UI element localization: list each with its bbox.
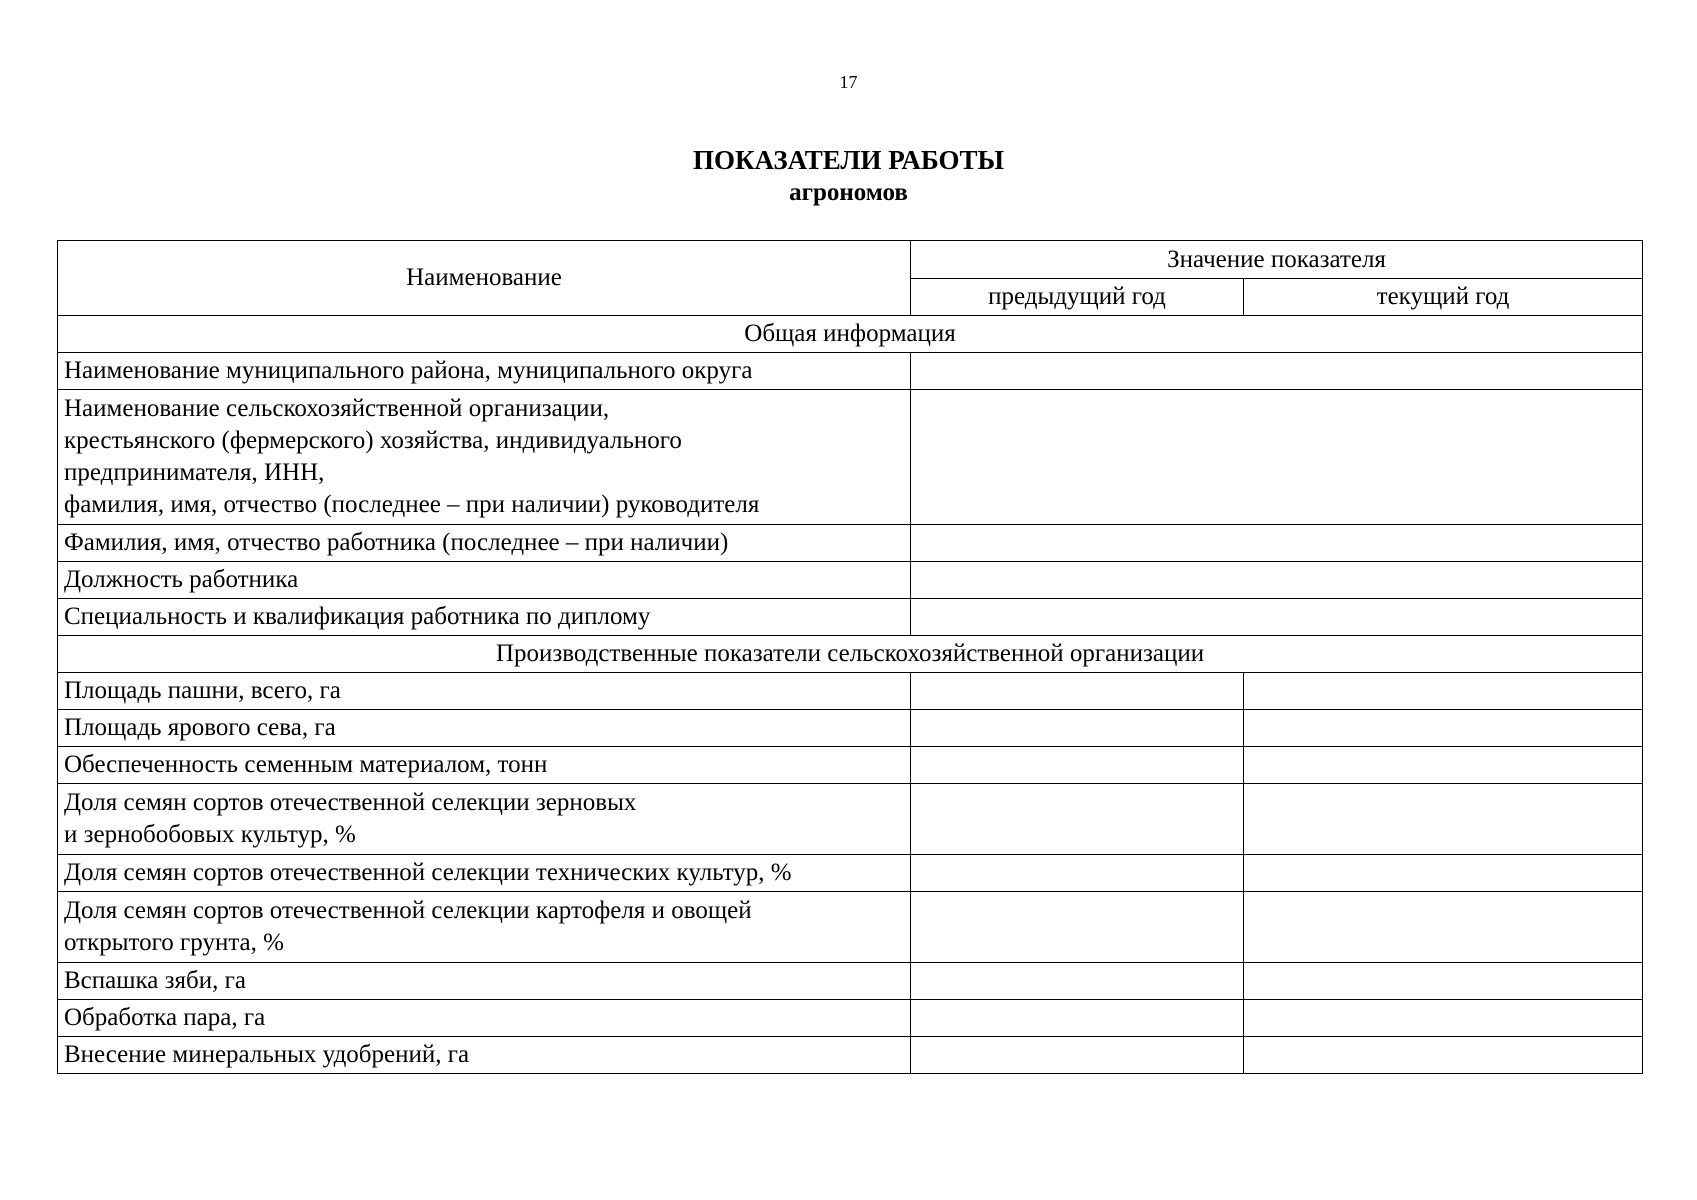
row-label-line: предпринимателя, ИНН, bbox=[64, 459, 325, 486]
current-year-cell[interactable] bbox=[1244, 747, 1643, 784]
indicators-table bbox=[57, 240, 1643, 1074]
prev-year-cell[interactable] bbox=[911, 963, 1244, 1000]
current-year-cell[interactable] bbox=[1244, 855, 1643, 892]
prev-year-cell[interactable] bbox=[911, 673, 1244, 710]
row-label bbox=[58, 525, 911, 562]
row-label bbox=[58, 353, 911, 390]
row-label-line: Специальность и квалификация работника по диплому bbox=[64, 603, 651, 630]
row-label-line: Должность работника bbox=[64, 566, 299, 593]
row-label bbox=[58, 673, 911, 710]
row-label bbox=[58, 390, 911, 525]
table-row bbox=[58, 747, 1643, 784]
current-year-cell[interactable] bbox=[1244, 963, 1643, 1000]
table-row bbox=[58, 892, 1643, 963]
header-current-year: текущий год bbox=[1244, 279, 1643, 316]
table-row bbox=[58, 353, 1643, 390]
row-label-line: Доля семян сортов отечественной селекции зерновых bbox=[64, 789, 637, 816]
header-prev-year: предыдущий год bbox=[911, 279, 1244, 316]
row-label-line: Обработка пара, га bbox=[64, 1004, 266, 1031]
page-title: ПОКАЗАТЕЛИ РАБОТЫ bbox=[692, 145, 1005, 175]
row-label-line: Внесение минеральных удобрений, га bbox=[64, 1041, 470, 1068]
value-cell[interactable] bbox=[911, 353, 1643, 390]
current-year-cell[interactable] bbox=[1244, 673, 1643, 710]
current-year-cell[interactable] bbox=[1244, 1000, 1643, 1037]
value-cell[interactable] bbox=[911, 525, 1643, 562]
current-year-cell[interactable] bbox=[1244, 1037, 1643, 1074]
table-row bbox=[58, 855, 1643, 892]
table-row bbox=[58, 390, 1643, 525]
page-subtitle: агрономов bbox=[789, 179, 908, 206]
section-general-heading: Общая информация bbox=[58, 316, 1643, 353]
section-production-heading: Производственные показатели сельскохозяйственной организации bbox=[58, 636, 1643, 673]
prev-year-cell[interactable] bbox=[911, 1037, 1244, 1074]
current-year-cell[interactable] bbox=[1244, 784, 1643, 855]
header-name: Наименование bbox=[58, 241, 911, 316]
row-label-line: фамилия, имя, отчество (последнее – при наличии) руководителя bbox=[64, 491, 760, 518]
table-row bbox=[58, 784, 1643, 855]
row-label-line: открытого грунта, % bbox=[64, 929, 284, 956]
prev-year-cell[interactable] bbox=[911, 747, 1244, 784]
current-year-cell[interactable] bbox=[1244, 710, 1643, 747]
current-year-cell[interactable] bbox=[1244, 892, 1643, 963]
row-label-line: Фамилия, имя, отчество работника (последнее – при наличии) bbox=[64, 529, 729, 556]
row-label-line: Доля семян сортов отечественной селекции картофеля и овощей bbox=[64, 897, 752, 924]
table-row bbox=[58, 710, 1643, 747]
value-cell[interactable] bbox=[911, 390, 1643, 525]
row-label-line: и зернобобовых культур, % bbox=[64, 821, 356, 848]
table-row bbox=[58, 1000, 1643, 1037]
prev-year-cell[interactable] bbox=[911, 1000, 1244, 1037]
row-label-line: крестьянского (фермерского) хозяйства, индивидуального bbox=[64, 427, 682, 454]
row-label bbox=[58, 710, 911, 747]
row-label bbox=[58, 747, 911, 784]
row-label-line: Доля семян сортов отечественной селекции технических культур, % bbox=[64, 859, 792, 886]
prev-year-cell[interactable] bbox=[911, 892, 1244, 963]
prev-year-cell[interactable] bbox=[911, 710, 1244, 747]
row-label bbox=[58, 562, 911, 599]
header-value-group: Значение показателя bbox=[911, 241, 1643, 279]
table-row bbox=[58, 525, 1643, 562]
row-label bbox=[58, 892, 911, 963]
row-label-line: Вспашка зяби, га bbox=[64, 967, 246, 994]
row-label bbox=[58, 855, 911, 892]
row-label bbox=[58, 1000, 911, 1037]
table-row bbox=[58, 963, 1643, 1000]
row-label bbox=[58, 599, 911, 636]
row-label bbox=[58, 784, 911, 855]
row-label-line: Площадь пашни, всего, га bbox=[64, 677, 341, 704]
page-number: 17 bbox=[839, 72, 858, 92]
table-row bbox=[58, 562, 1643, 599]
row-label bbox=[58, 1037, 911, 1074]
table-row bbox=[58, 599, 1643, 636]
table-row bbox=[58, 673, 1643, 710]
value-cell[interactable] bbox=[911, 599, 1643, 636]
table-row bbox=[58, 1037, 1643, 1074]
row-label bbox=[58, 963, 911, 1000]
row-label-line: Обеспеченность семенным материалом, тонн bbox=[64, 751, 548, 778]
row-label-line: Наименование муниципального района, муниципального округа bbox=[64, 357, 753, 384]
prev-year-cell[interactable] bbox=[911, 784, 1244, 855]
value-cell[interactable] bbox=[911, 562, 1643, 599]
row-label-line: Площадь ярового сева, га bbox=[64, 714, 336, 741]
prev-year-cell[interactable] bbox=[911, 855, 1244, 892]
row-label-line: Наименование сельскохозяйственной организации, bbox=[64, 395, 610, 422]
